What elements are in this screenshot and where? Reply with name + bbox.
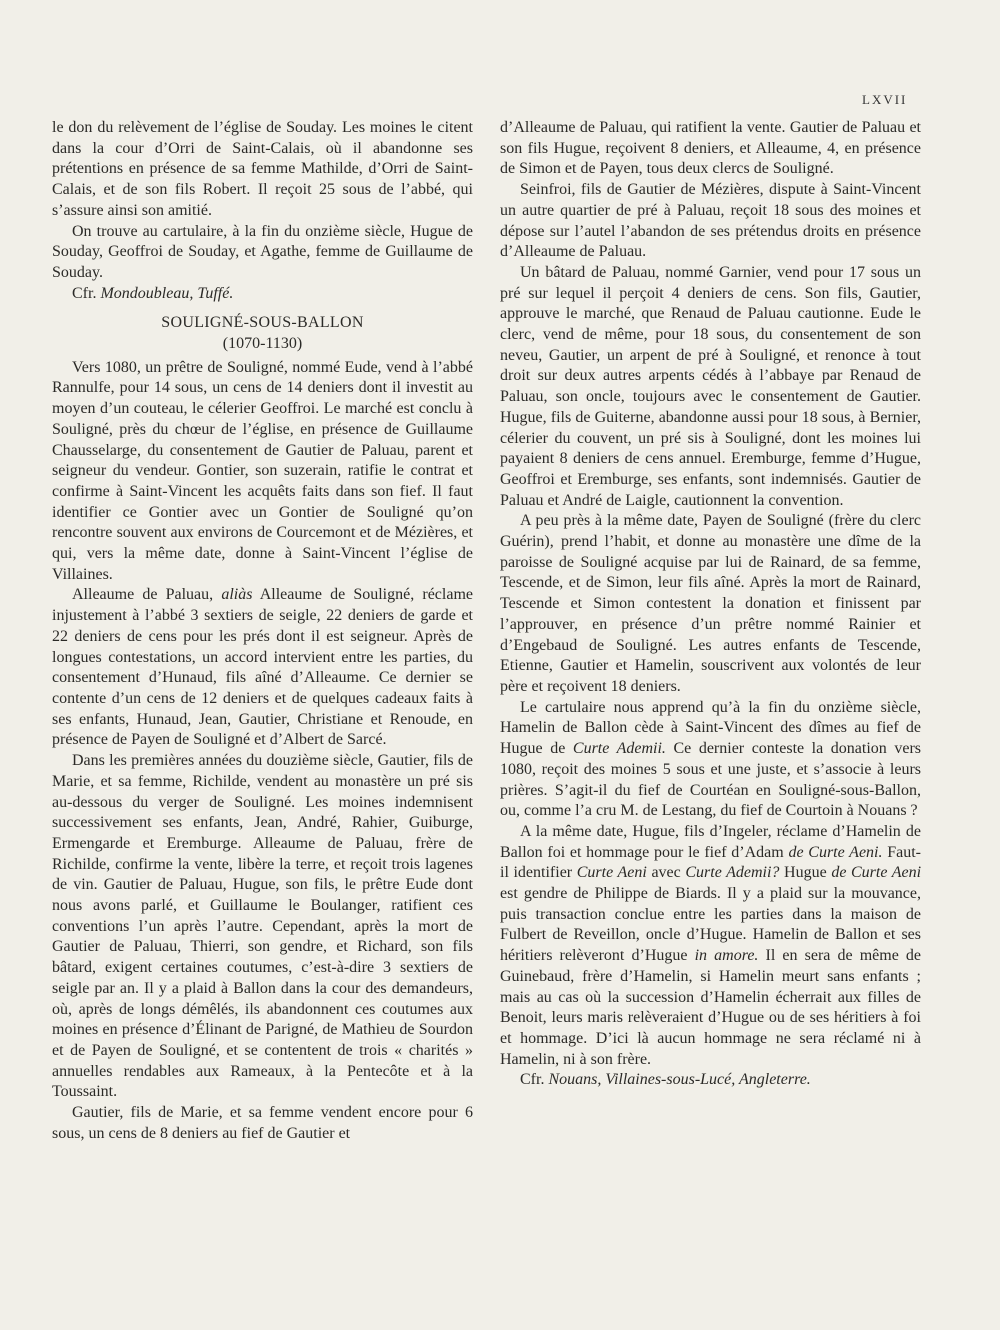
section-heading: SOULIGNÉ-SOUS-BALLON xyxy=(161,314,364,332)
text-run: est gendre de Philippe de Biards. Il y a plaid sur la mouvance, puis transaction conclue entre les parties dans la maison de Fulbert de Reveillon, oncle d’Hugue. Hamelin de Ballon et ses héritiers relèveront d’Hugue xyxy=(500,885,921,965)
left-column xyxy=(52,118,473,1144)
italic-term: Curte Ademii. xyxy=(572,740,666,758)
paragraph: On trouve au cartulaire, à la fin du onzième siècle, Hugue de Souday, Geoffroi de Souday, et Agathe, femme de Guillaume de Souday. xyxy=(52,222,473,281)
italic-term: Curte Aeni xyxy=(576,864,647,882)
paragraph: Dans les premières années du douzième siècle, Gautier, fils de Marie, et sa femme, Richilde, vendent au monastère un pré sis au-dessous du verger de Souligné. Les moines indemnisent successivement ses enfants, Jean, André, Rahier, Guiburge, Ermengarde et Eremburge. Alleaume de Paluau, frère de Richilde, confirme la vente, libère la terre, et reçoit trois lagenes de vin. Gautier de Paluau, Hugue, son fils, le prêtre Eude dont nous avons parlé, et Guillaume le Boulanger, ratifient ces conventions l’un après l’autre. Cependant, après la mort de Gautier de Paluau, Thierri, son gendre, et Richard, son fils bâtard, exigent certaines coutumes, c’est-à-dire 3 sextiers de seigle par an. Il y a plaid à Ballon dans la cour des demandeurs, où, après de longs démêlés, ils abandonnent ces coutumes aux moines en présence d’Élinant de Parigné, de Mathieu de Sourdon et de Payen de Souligné, et se contentent de trois « charités » annuelles rendables aux Rameaux, à la Pentecôte et à la Toussaint. xyxy=(52,752,473,1101)
right-column xyxy=(500,118,921,1091)
paragraph: Vers 1080, un prêtre de Souligné, nommé Eude, vend à l’abbé Rannulfe, pour 14 sous, un cens de 14 deniers dont il investit au moyen d’un couteau, le célerier Geoffroi. Le marché est conclu à Souligné, près du chœur de l’église, en présence de Guillaume Chausselargе, du consentement de Gautier de Paluau, parent et seigneur du vendeur. Gontier, son suzerain, ratifie le contrat et confirme à Saint-Vincent les acquêts faits dans son fief. Il faut identifier ce Gontier avec un Gontier de Souligné qu’on rencontre souvent aux environs de Courcemont et de Mézières, et qui, vers la même date, donne à Saint-Vincent l’église de Villaines. xyxy=(52,358,473,583)
cross-reference xyxy=(52,284,473,305)
paragraph: A peu près à la même date, Payen de Souligné (frère du clerc Guérin), prend l’habit, et donne au monastère une dîme de la paroisse de Souligné acquise par lui de Rainard, de sa femme, Tescende, et de Simon, leur fils aîné. Après la mort de Rainard, Tescende et Simon contestent la donation et finissent par l’approuver, en présence d’un prêtre nommé Rainier et d’Engebaud de Souligné. Les autres enfants de Tescende, Etienne, Gautier et Hamelin, souscrivent aux volontés de leur père et reçoivent 18 deniers. xyxy=(500,512,921,695)
italic-term: aliàs xyxy=(221,586,253,604)
italic-term: Curte Ademii? xyxy=(685,864,780,882)
text-run: avec xyxy=(651,864,681,882)
cfr-references: Mondoubleau, Tuffé. xyxy=(100,284,234,302)
cfr-references: Nouans, Villaines-sous-Lucé, Angleterre. xyxy=(548,1071,811,1089)
paragraph: Un bâtard de Paluau, nommé Garnier, vend pour 17 sous un pré sur lequel il perçoit 4 deniers de cens. Son fils, Gautier, approuve le marché, que Renaud de Paluau cautionne. Eude le clerc, vend de même, pour 18 sous, du consentement de son neveu, Gautier, un arpent de pré à Souligné, et renonce à tout droit sur deux autres arpents cédés à l’abbaye par Renaud de Paluau, son oncle, toujours avec le consentement de Gautier. Hugue, fils de Guiterne, abandonne aussi pour 18 sous, à Bernier, célerier du couvent, un pré sis à Souligné, dont les moines lui payaient 8 deniers de cens annuel. Eremburge, femme d’Hugue, Geoffroi et Eremburge, ses enfants, sont indemnisés. Gautier de Paluau et André de Laigle, cautionnent la convention. xyxy=(500,263,921,509)
paragraph: Seinfroi, fils de Gautier de Mézières, dispute à Saint-Vincent un autre quartier de pré à Paluau, reçoit 18 sous des moines et dépose sur l’autel l’abandon de ses prétendus droits en présence d’Alleaume de Paluau. xyxy=(500,181,921,261)
text-run: Ce dernier conteste la donation vers 1080, reçoit des moines 5 sous et une juste, et s’associe à leurs prières. S’agit-il du fief de Courtéan en Souligné-sous-Ballon, ou, comme l’a cru M. de Lestang, du fief de Courtoin à Nouans ? xyxy=(500,740,921,820)
paragraph xyxy=(500,822,921,1070)
paragraph xyxy=(500,698,921,822)
paragraph xyxy=(52,585,473,751)
cfr-prefix: Cfr. xyxy=(520,1071,545,1089)
italic-term: in amore. xyxy=(694,947,759,965)
text-run: Le cartulaire nous apprend qu’à la fin du onzième siècle, Hamelin de Ballon cède à Saint-Vincent des dîmes au fief de Hugue de xyxy=(500,698,921,758)
paragraph: le don du relèvement de l’église de Souday. Les moines le citent dans la cour d’Orri de Saint-Calais, où il abandonne ses prétentions en présence de sa femme Mathilde, d’Orri de Saint-Calais, et de son fils Robert. Il reçoit 25 sous de l’abbé, qui s’assure ainsi son amitié. xyxy=(52,119,473,219)
text-run: Alleaume de Souligné, réclame injustement à l’abbé 3 sextiers de seigle, 22 deniers de garde et 22 deniers de cens pour les prés dont il est seigneur. Après de longues contestations, un accord intervient entre les parties, du consentement d’Hunaud, fils aîné d’Alleaume. Ce dernier se contente d’un cens de 12 deniers et de quelques cadeaux faits à ses enfants, Hunaud, Jean, Gautier, Christiane et Renoude, en présence de Payen de Souligné et d’Albert de Sarcé. xyxy=(52,586,473,749)
italic-term: de Curte Aeni. xyxy=(788,843,883,861)
text-run: A la même date, Hugue, fils d’Ingeler, réclame d’Hamelin de Ballon foi et hommage pour le fief d’Adam xyxy=(500,822,921,861)
cfr-prefix: Cfr. xyxy=(72,284,97,302)
text-run: Faut-il identifier xyxy=(500,843,922,882)
paragraph: Gautier, fils de Marie, et sa femme vendent encore pour 6 sous, un cens de 8 deniers au fief de Gautier et xyxy=(52,1104,473,1142)
italic-term: de Curte Aeni xyxy=(831,864,922,882)
page-number: LXVII xyxy=(862,92,908,107)
paragraph: d’Alleaume de Paluau, qui ratifient la vente. Gautier de Paluau et son fils Hugue, reçoivent 8 deniers, et Alleaume, 4, en présence de Simon et de Payen, tous deux clercs de Souligné. xyxy=(500,119,921,178)
text-run: Hugue xyxy=(784,864,827,882)
text-run: Alleaume de Paluau, xyxy=(72,586,214,604)
cross-reference xyxy=(500,1070,921,1091)
section-dates: (1070-1130) xyxy=(222,335,303,353)
text-run: Il en sera de même de Guinebaud, frère d’Hamelin, si Hamelin meurt sans enfants ; mais au cas où la succession d’Hamelin écherrait aux filles de Benoit, leurs maris relèveraient d’Hugue ou de ses héritiers à foi et hommage. D’ici là aucun hommage ne sera réclamé ni à Hamelin, ni à son frère. xyxy=(500,947,922,1068)
